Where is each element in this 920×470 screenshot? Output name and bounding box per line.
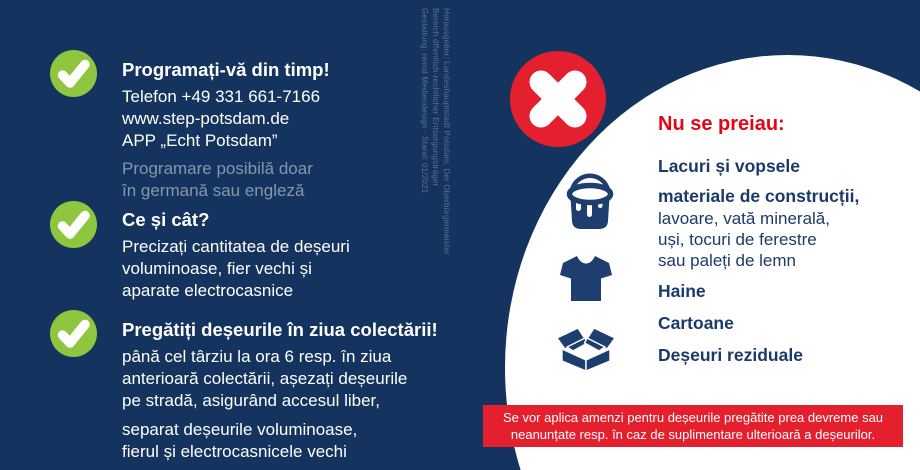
section-what-and-how-much	[122, 208, 462, 301]
paint-bucket-icon	[565, 169, 615, 238]
list-item: uși, tocuri de ferestre	[658, 230, 817, 249]
imprint-line: Bereich öffentlich-rechtlicher Entsorgungsträger	[431, 8, 440, 187]
list-item: sau paleți de lemn	[658, 251, 796, 270]
body-line: aparate electrocasnice	[122, 280, 294, 300]
website-url: www.step-potsdam.de	[122, 108, 290, 128]
phone-number: Telefon +49 331 661-7166	[122, 87, 321, 106]
list-item: lavoare, vată minerală,	[658, 209, 830, 228]
warning-banner	[483, 405, 903, 447]
language-note	[122, 158, 462, 202]
check-icon	[50, 50, 97, 97]
section-title: Ce și cât?	[122, 209, 210, 230]
list-item: Deșeuri reziduale	[658, 345, 803, 365]
list-item: Lacuri și vopsele	[658, 156, 801, 176]
section-prepare-waste	[122, 318, 462, 463]
note-line: Programare posibilă doar	[122, 159, 313, 179]
x-glyph	[510, 51, 606, 147]
separate-waste-note	[122, 419, 462, 463]
list-item: materiale de construcții,	[658, 186, 860, 206]
imprint-vertical-text	[419, 8, 452, 308]
not-accepted-list	[658, 112, 918, 367]
imprint-line: Gestaltung: rwmd Mediendesign · Stand: 01/2021	[420, 8, 429, 194]
section-title: Pregătiți deșeurile în ziua colectării!	[122, 319, 438, 340]
check-icon	[50, 310, 97, 357]
body-line: până cel târziu la ora 6 resp. în ziua	[122, 347, 392, 366]
no-entry-x-icon	[510, 51, 606, 147]
list-item: Cartoane	[658, 313, 734, 333]
app-name: APP „Echt Potsdam”	[122, 130, 278, 150]
imprint-line: Herausgeber: Landeshauptstadt Potsdam, Der Oberbürgermeister	[442, 8, 451, 255]
open-box-icon	[556, 322, 616, 376]
tshirt-icon	[560, 255, 612, 307]
warning-line: Se vor aplica amenzi pentru deșeurile pregătite prea devreme sau	[502, 410, 884, 425]
section-title: Programați-vă din timp!	[122, 59, 330, 80]
note-line: în germană sau engleză	[122, 181, 305, 201]
check-icon	[50, 201, 97, 248]
body-line: separat deșeurile voluminoase,	[122, 420, 358, 440]
body-line: anterioară colectării, așezați deșeurile	[122, 368, 408, 388]
not-accepted-title: Nu se preiau:	[658, 113, 785, 135]
list-item: Haine	[658, 281, 706, 301]
body-line: Precizați cantitatea de deșeuri	[122, 237, 350, 256]
body-line: voluminoase, fier vechi și	[122, 258, 312, 278]
warning-line: neanunțate resp. în caz de suplimentare ulterioară a deșeurilor.	[510, 427, 876, 442]
section-schedule	[122, 58, 462, 202]
body-line: pe stradă, asigurând accesul liber,	[122, 390, 380, 410]
body-line: fierul și electrocasnicele vechi	[122, 442, 347, 462]
